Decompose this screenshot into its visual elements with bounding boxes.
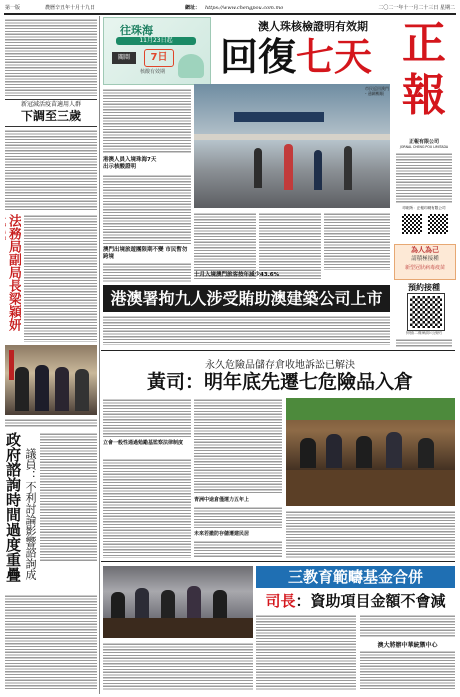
edu-text-c xyxy=(360,650,455,690)
top-story-kicker: 澳人珠核檢證明有效期 xyxy=(258,20,368,33)
photo-legislative-assembly xyxy=(286,398,455,506)
edu-headline-2: 司長：資助項目金額不會減 xyxy=(265,592,446,610)
top-story-text-a xyxy=(103,88,191,154)
vertical-subhead-consult: 議員：不利討論影響諮詢成 xyxy=(24,448,37,580)
masthead-bottom-text xyxy=(396,338,452,348)
ad-brand: 往珠海 xyxy=(120,24,153,37)
dg-text-d xyxy=(194,506,282,528)
headline-red: 七天 xyxy=(296,34,373,79)
left-box-head-large: 下調至三歲 xyxy=(20,109,81,123)
left-column-text-2 xyxy=(5,129,97,211)
dg-text-f xyxy=(286,510,455,558)
left-column-text-4 xyxy=(40,432,97,562)
vaccine-line-1: 為人為己 xyxy=(411,246,439,254)
top-story-text-b xyxy=(103,174,191,244)
photo-border-crossing xyxy=(194,84,390,208)
site-label: 網址： xyxy=(185,5,201,11)
dg-subhead-1: 立會一般性通過勉勵基監察法律制度 xyxy=(103,440,184,446)
page-header xyxy=(5,3,455,13)
appointment-qr-caption: 掃描二維碼即可預約 xyxy=(406,330,442,335)
middle-story-text xyxy=(103,315,390,345)
left-box-heading xyxy=(5,99,97,127)
banner-headline-bribery: 港澳署拘九人涉受賄助澳建築公司上市 xyxy=(103,285,390,312)
headline-black: 回復 xyxy=(220,34,297,79)
dg-subhead-2: 青洲中途倉僅運力五年上 xyxy=(194,497,250,503)
photo-education-meeting xyxy=(103,566,253,638)
ad-badge-border: 關閘 xyxy=(112,52,136,64)
left-column-text-top xyxy=(5,18,97,96)
dg-text-a xyxy=(103,398,191,438)
vaccine-line-3: 新型冠狀病毒疫苗 xyxy=(404,265,445,271)
qr-small-1 xyxy=(402,214,422,234)
vaccine-line-2: 請積極接種 xyxy=(411,256,439,262)
dg-text-b xyxy=(103,458,191,558)
top-story-text-c xyxy=(103,262,191,282)
ad-date-text: 11月23日起 xyxy=(116,37,196,45)
vertical-headline-legal: 法務局副局長梁穎妍 xyxy=(6,214,21,331)
top-story-text-f xyxy=(324,212,390,270)
issue-date: 二〇二一年十一月二十三日 星期二 xyxy=(378,5,455,11)
left-column-text-5 xyxy=(5,594,97,690)
left-box-head-small: 新冠減活疫苗適用人群 xyxy=(20,101,81,108)
dg-text-c xyxy=(194,398,282,494)
ad-illustration xyxy=(178,54,204,78)
appointment-qr[interactable] xyxy=(408,294,444,330)
top-subhead-2: 澳門出境旅遊團限期不變 市民暫勿跨境 xyxy=(103,247,188,260)
qr-small-2 xyxy=(428,214,448,234)
masthead-info xyxy=(396,152,452,204)
masthead-publisher-en: JORNAL CHENG POU LIMITADA xyxy=(399,145,449,149)
masthead-logo xyxy=(394,18,454,134)
edu-text-d xyxy=(103,642,253,690)
masthead-publisher: 正報有限公司 xyxy=(408,139,439,145)
photo-caption-top: 市民返回澳門 - 通關暢順 xyxy=(365,86,389,96)
appointment-label: 預約接種 xyxy=(408,282,440,292)
edu-right-head: 澳大將辦中華統禦中心 xyxy=(377,642,438,649)
dg-text-e xyxy=(194,540,282,558)
masthead-char-2: 報 xyxy=(402,70,446,121)
top-subhead-1: 港澳人員入境珠海7天 出示核酸證明 xyxy=(103,157,157,170)
dg-subhead-3: 未來若撤防存儲遷建民居 xyxy=(194,531,250,537)
top-story-headline xyxy=(220,34,390,80)
dg-headline: 黃司：明年底先遷七危險品入倉 xyxy=(146,371,413,393)
lunar-date: 農曆辛丑年十月十九日 xyxy=(45,5,96,11)
edu-headline-banner: 三教育範疇基金合併 xyxy=(256,566,455,588)
ad-small-text: 核酸有效期 xyxy=(140,69,166,75)
dg-kicker: 永久危險品儲存倉收地訴訟已解決 xyxy=(205,360,355,371)
ad-badge-days: 7日 xyxy=(144,49,174,67)
ad-banner-zhuhai xyxy=(103,17,211,85)
top-subhead-3: 十月入境澳門旅客按年減少43.6% xyxy=(194,272,280,278)
vertical-headline-consult: 政府諮詢時間過度重疊 xyxy=(4,432,22,582)
photo-officials xyxy=(5,345,97,415)
left-column-text-3 xyxy=(24,214,97,342)
site-url[interactable]: https://www.chengpou.com.mo xyxy=(205,5,284,11)
photo-caption-left xyxy=(5,418,97,428)
edu-text-b xyxy=(360,614,455,638)
page-number: 第一版 xyxy=(5,5,21,11)
vaccine-box xyxy=(394,244,456,280)
edu-text-a xyxy=(256,614,356,690)
masthead-char-1: 正 xyxy=(402,18,446,69)
masthead-qr-row xyxy=(402,214,448,234)
masthead-license: 印刷所：正報印刷有限公司 xyxy=(402,206,446,210)
